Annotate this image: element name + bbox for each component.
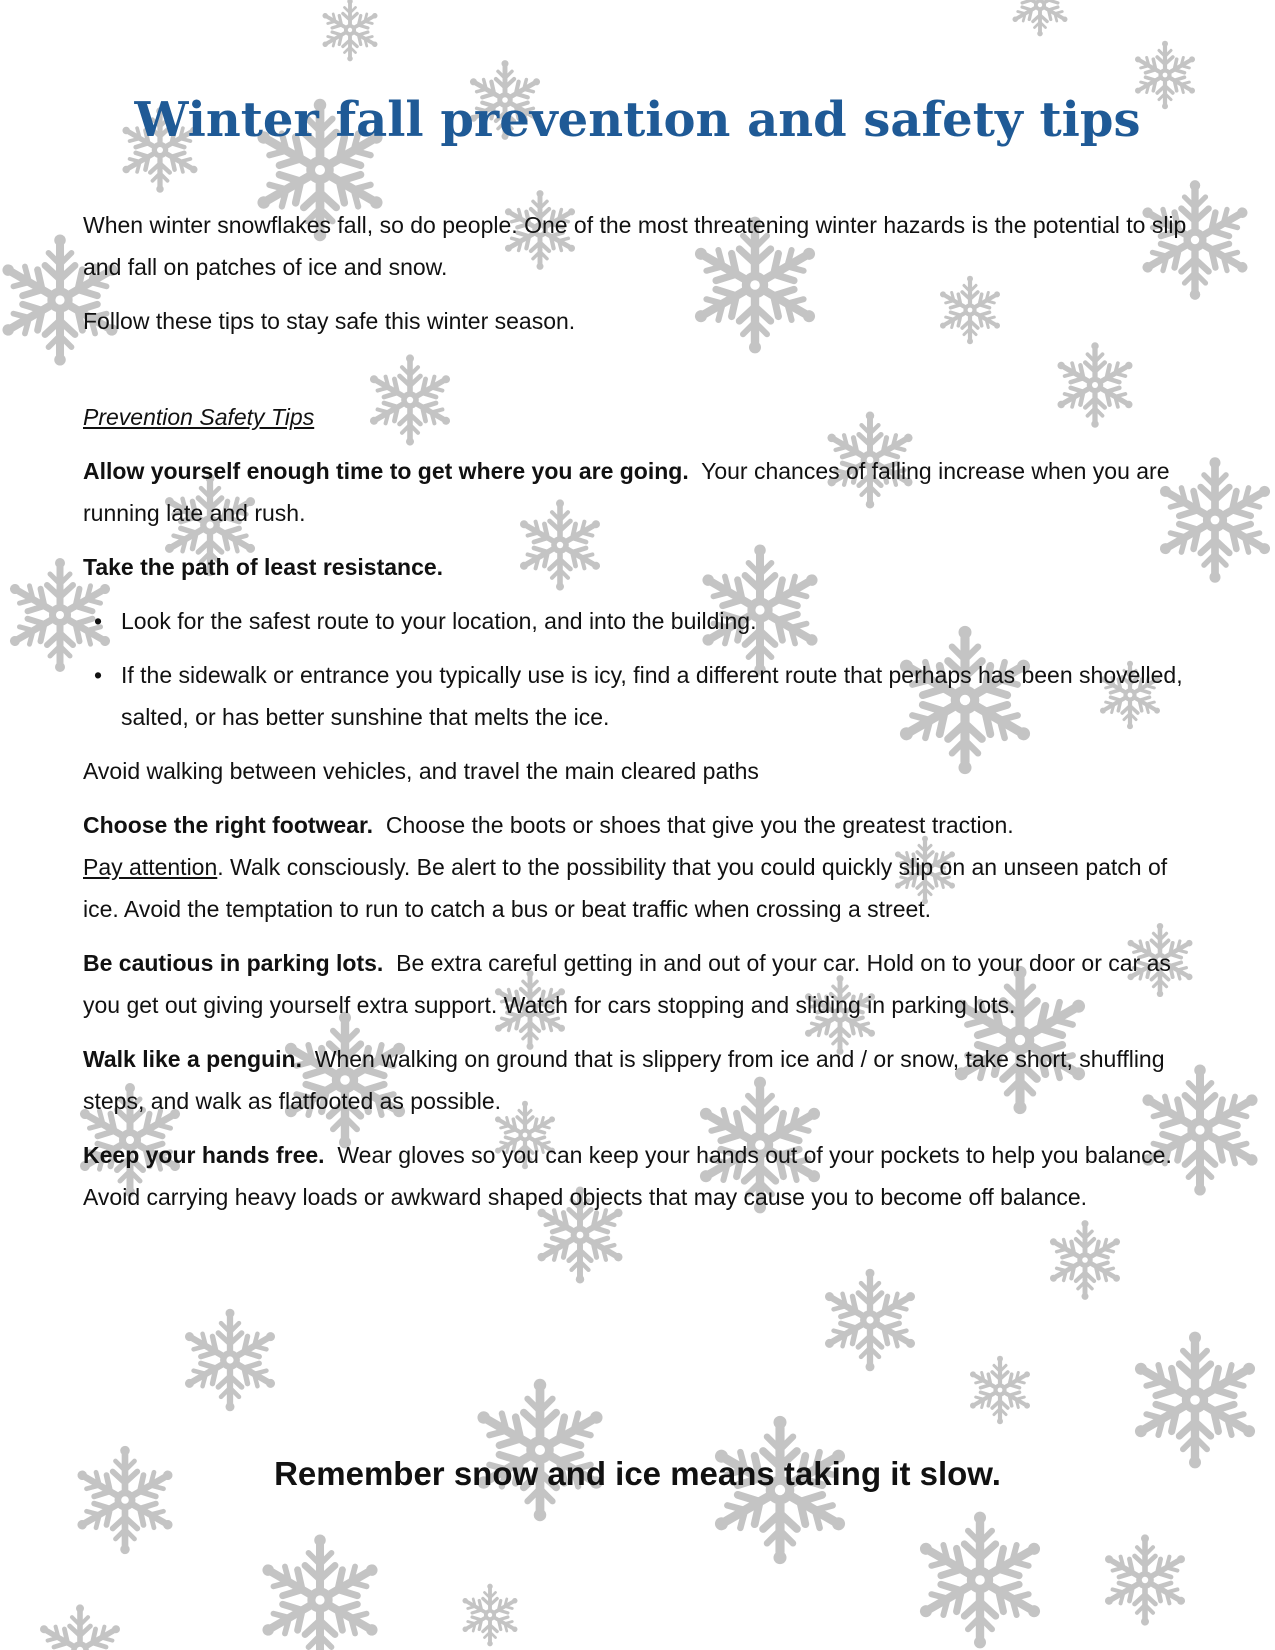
section-heading: Prevention Safety Tips (83, 404, 315, 430)
tip-penguin-text: When walking on ground that is slippery from ice and / or snow, take short, shuffling steps, and walk as flatfooted as possible. (83, 1046, 1165, 1114)
tip-hands (83, 1134, 1198, 1218)
list-item (93, 600, 1198, 642)
tip-footwear-text: Choose the boots or shoes that give you the greatest traction. (385, 812, 1014, 838)
tip-parking (83, 942, 1198, 1026)
list-item-text: If the sidewalk or entrance you typically use is icy, find a different route that perhaps has been shovelled, salted, or has better sunshine that melts the ice. (121, 662, 1183, 730)
tip-time-heading: Allow yourself enough time to get where you are going. (83, 458, 689, 484)
tip-penguin-heading: Walk like a penguin. (83, 1046, 302, 1072)
closing-message: Remember snow and ice means taking it slow. (274, 1455, 1001, 1492)
intro-paragraph: When winter snowflakes fall, so do people. One of the most threatening winter hazards is the potential to slip and fall on patches of ice and snow. (83, 212, 1187, 280)
tip-hands-heading: Keep your hands free. (83, 1142, 325, 1168)
list-item (93, 654, 1198, 738)
intro-follow-paragraph: Follow these tips to stay safe this winter season. (83, 308, 576, 334)
tip-footwear-text2: . Walk consciously. Be alert to the possibility that you could quickly slip on an unseen patch of ice. Avoid the temptation to run to catch a bus or beat traffic when crossing a street. (83, 854, 1168, 922)
tip-time-text: Your chances of falling increase when you are running late and rush. (83, 458, 1170, 526)
document-body (83, 204, 1198, 1230)
tip-path-list (83, 600, 1198, 738)
tip-footwear (83, 804, 1198, 930)
bullet-icon: • (93, 608, 103, 634)
tip-parking-heading: Be cautious in parking lots. (83, 950, 384, 976)
pay-attention-text: Pay attention (83, 854, 218, 880)
tip-path-after: Avoid walking between vehicles, and travel the main cleared paths (83, 758, 759, 784)
list-item-text: Look for the safest route to your location, and into the building. (121, 608, 757, 634)
tip-path-heading: Take the path of least resistance. (83, 554, 444, 580)
tip-penguin (83, 1038, 1198, 1122)
bullet-icon: • (93, 662, 103, 688)
page-title: Winter fall prevention and safety tips (134, 92, 1141, 148)
tip-parking-text: Be extra careful getting in and out of your car. Hold on to your door or car as you get out giving yourself extra support. Watch for cars stopping and sliding in parking lots. (83, 950, 1171, 1018)
tip-hands-text: Wear gloves so you can keep your hands out of your pockets to help you balance. Avoid carrying heavy loads or awkward shaped objects that may cause you to become off balance. (83, 1142, 1172, 1210)
tip-footwear-heading: Choose the right footwear. (83, 812, 374, 838)
tip-time (83, 450, 1198, 534)
